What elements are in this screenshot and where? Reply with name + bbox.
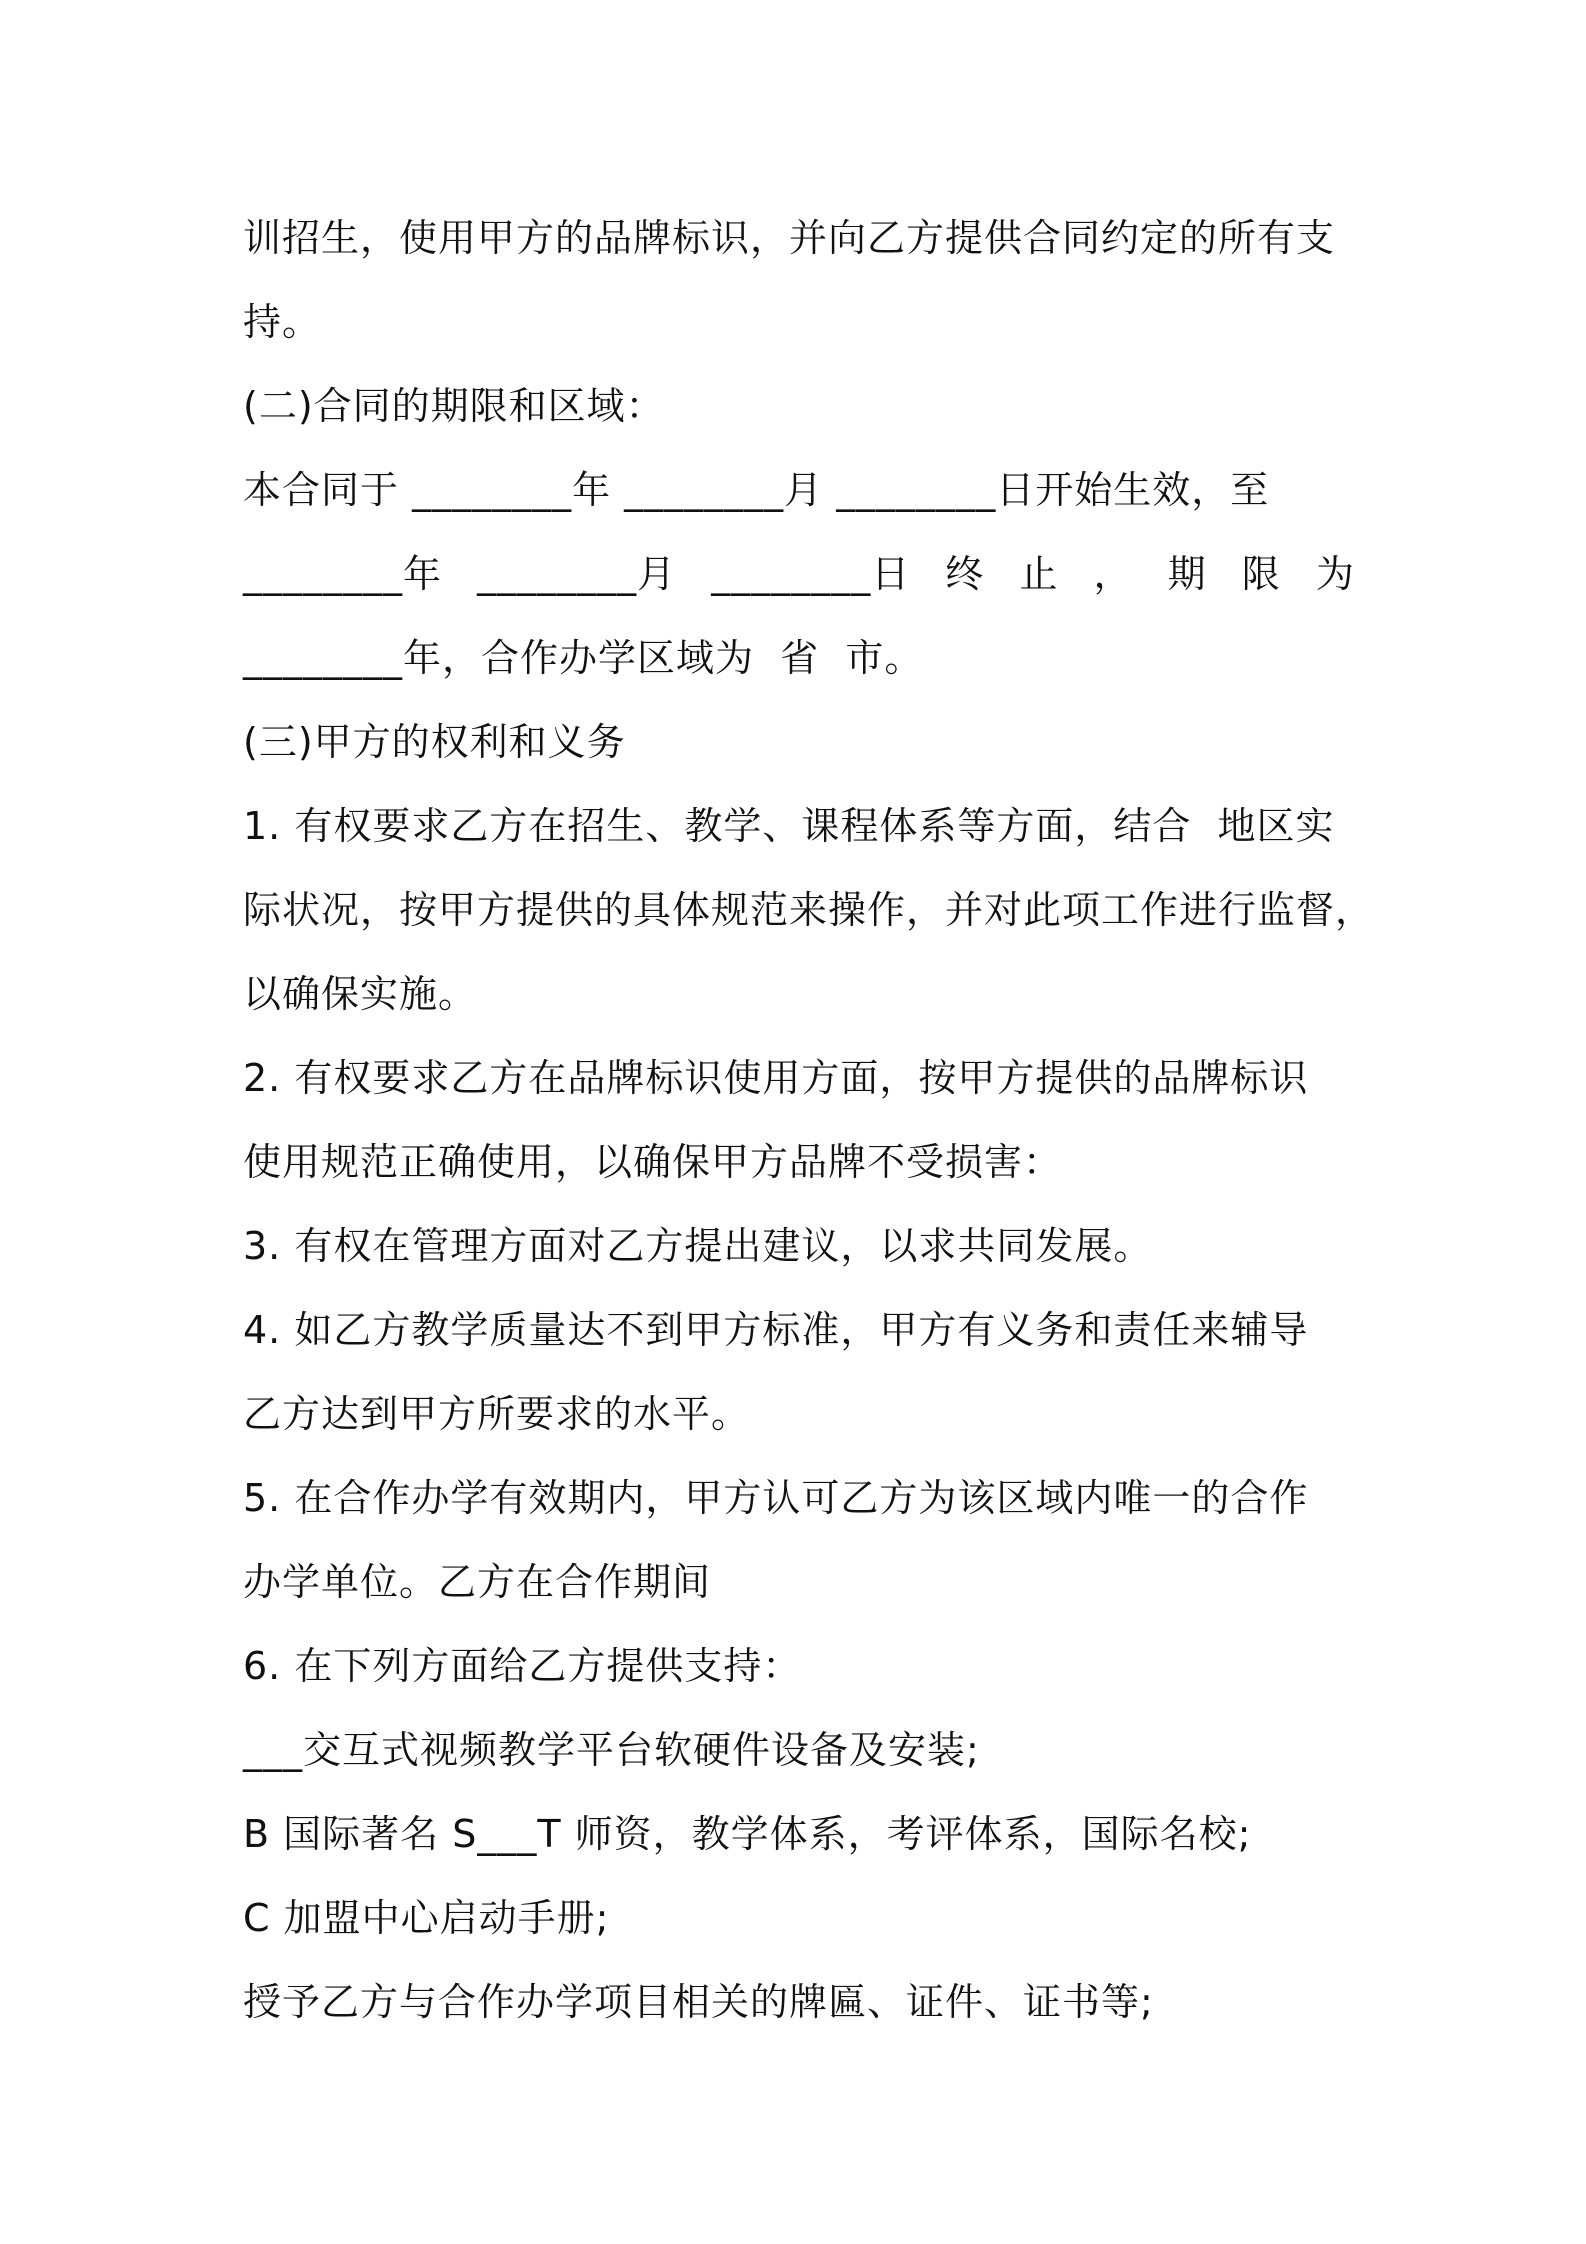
- text-line: 本合同于 ________年 ________月 ________日开始生效，至: [243, 468, 1270, 512]
- text-line: 办学单位。乙方在合作期间: [243, 1560, 712, 1604]
- text-line: 际状况，按甲方提供的具体规范来操作，并对此项工作进行监督，: [243, 888, 1375, 932]
- list-item: 4. 如乙方教学质量达不到甲方标准，甲方有义务和责任来辅导: [243, 1308, 1309, 1352]
- text-char: 终: [945, 552, 985, 596]
- text-char: 期: [1167, 552, 1207, 596]
- section-heading: (二)合同的期限和区域：: [243, 384, 665, 428]
- text-line: 训招生，使用甲方的品牌标识，并向乙方提供合同约定的所有支: [243, 216, 1336, 260]
- list-item: 2. 有权要求乙方在品牌标识使用方面，按甲方提供的品牌标识: [243, 1056, 1309, 1100]
- list-item: 6. 在下列方面给乙方提供支持：: [243, 1644, 802, 1688]
- text-line: 乙方达到甲方所要求的水平。: [243, 1392, 751, 1436]
- text-char: 止: [1019, 552, 1059, 596]
- text-line: 持。: [243, 300, 322, 344]
- sub-item: 授予乙方与合作办学项目相关的牌匾、证件、证书等;: [243, 1980, 1154, 2024]
- text-line: 使用规范正确使用，以确保甲方品牌不受损害：: [243, 1140, 1063, 1184]
- sub-item: B 国际著名 S___T 师资，教学体系，考评体系，国际名校;: [243, 1812, 1252, 1856]
- section-heading: (三)甲方的权利和义务: [243, 720, 626, 764]
- list-item: 1. 有权要求乙方在招生、教学、课程体系等方面，结合 地区实: [243, 804, 1335, 848]
- sub-item: C 加盟中心启动手册;: [243, 1896, 610, 1940]
- sub-item: ___交互式视频教学平台软硬件设备及安装;: [243, 1728, 980, 1772]
- list-item: 5. 在合作办学有效期内，甲方认可乙方为该区域内唯一的合作: [243, 1476, 1309, 1520]
- text-char: 限: [1241, 552, 1281, 596]
- text-line: ________年，合作办学区域为 省 市。: [243, 636, 924, 680]
- date-blank-year: ________年: [243, 552, 443, 596]
- text-line-justified: [243, 532, 1355, 616]
- text-char: 为: [1315, 552, 1355, 596]
- document-body: [243, 196, 1375, 2044]
- list-item: 3. 有权在管理方面对乙方提出建议，以求共同发展。: [243, 1224, 1153, 1268]
- text-line: 以确保实施。: [243, 972, 478, 1016]
- date-blank-month: ________月: [477, 552, 677, 596]
- text-char: ，: [1093, 552, 1133, 596]
- date-blank-day: ________日: [711, 552, 911, 596]
